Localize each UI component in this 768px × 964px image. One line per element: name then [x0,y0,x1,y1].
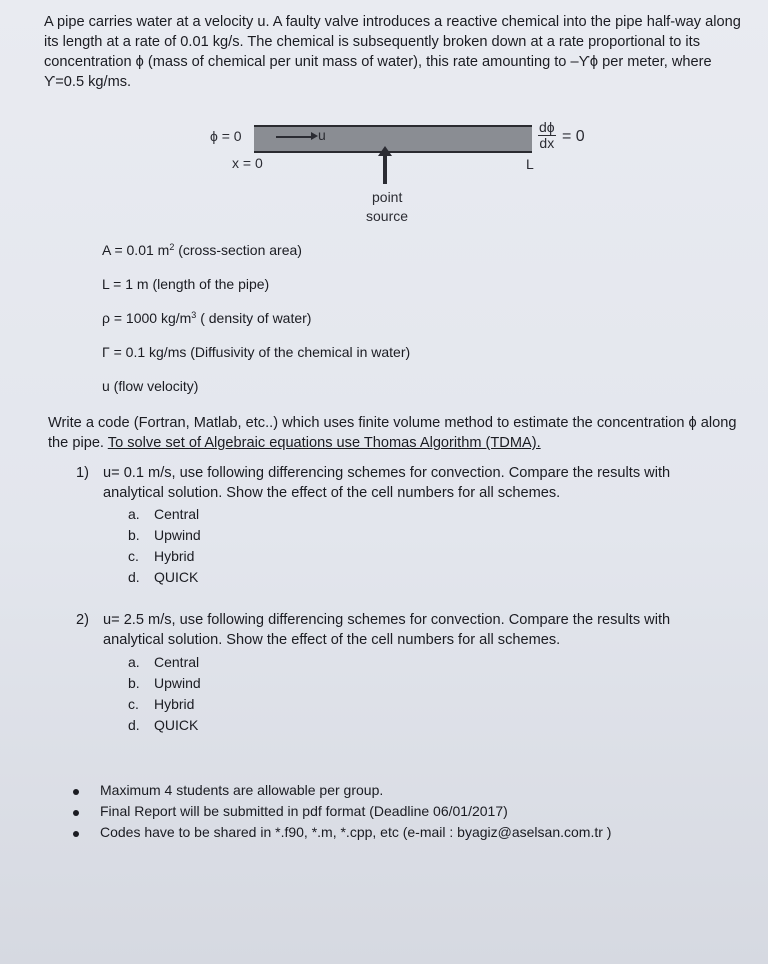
problem-intro: A pipe carries water at a velocity u. A faulty valve introduces a reactive chemical into the pipe half-way along its length at a rate of 0.01 kg/s. The chemical is subsequently broken down at a rate proportional to its concentration ϕ (mass of chemical per unit mass of water), this rate amounting to –ϒϕ per meter, where ϒ=0.5 kg/ms. [44,14,741,90]
source-label: source [366,208,409,224]
flow-arrow-icon [276,136,312,138]
L-label: L [526,156,534,172]
deriv-numerator: dϕ [539,119,555,135]
boundary-derivative [538,120,556,151]
param-diffusivity: Γ = 0.1 kg/ms (Diffusivity of the chemical in water) [102,344,411,360]
bullet-icon [73,831,79,837]
question-1-schemes [128,504,201,588]
list-item: a. Central [128,654,200,670]
param-velocity: u (flow velocity) [102,378,199,394]
list-item: b. Upwind [128,527,201,543]
list-item: Maximum 4 students are allowable per group. [70,782,611,803]
list-item: Final Report will be submitted in pdf format (Deadline 06/01/2017) [70,803,611,824]
list-item: c. Hybrid [128,696,195,712]
param-length: L = 1 m (length of the pipe) [102,276,270,292]
list-item: d. QUICK [128,717,199,733]
question-2-schemes [128,652,201,736]
bullet-icon [73,810,79,816]
tdma-note: To solve set of Algebraic equations use Thomas Algorithm (TDMA). [107,435,541,451]
parameter-list [102,242,410,412]
list-item: Codes have to be shared in *.f90, *.m, *.cpp, etc (e-mail : byagiz@aselsan.com.tr ) [70,824,611,845]
deriv-denominator: dx [539,135,555,151]
phi-left-label: ϕ = 0 [210,128,242,144]
pipe-diagram [190,118,610,233]
list-item: a. Central [128,506,200,522]
u-label: u [318,127,326,143]
deriv-equals: = 0 [562,128,585,145]
bullet-icon [73,789,79,795]
question-1-number: 1) [76,465,89,481]
source-arrow-icon [383,154,387,184]
point-label: point [372,189,403,205]
question-1-text: u= 0.1 m/s, use following differencing schemes for convection. Compare the results with analytical solution. Show the effect of the cell numbers for all schemes. [103,465,671,501]
task-description: Write a code (Fortran, Matlab, etc..) which uses finite volume method to estimate the concentration ϕ along the pipe. To solve set of Algebraic equations use Thomas Algorithm (TDMA). [48,415,737,451]
list-item: d. QUICK [128,569,199,585]
param-area: A = 0.01 $m^2$ (cross-section area) [102,242,302,258]
x0-label: x = 0 [232,155,263,171]
question-2-text: u= 2.5 m/s, use following differencing schemes for convection. Compare the results with analytical solution. Show the effect of the cell numbers for all schemes. [103,612,671,648]
pipe-shape [254,125,532,153]
list-item: b. Upwind [128,675,201,691]
notes-list [70,782,611,845]
question-2-number: 2) [76,612,89,628]
param-density: ρ = 1000 $kg/m^3$ ( density of water) [102,310,312,326]
list-item: c. Hybrid [128,548,195,564]
